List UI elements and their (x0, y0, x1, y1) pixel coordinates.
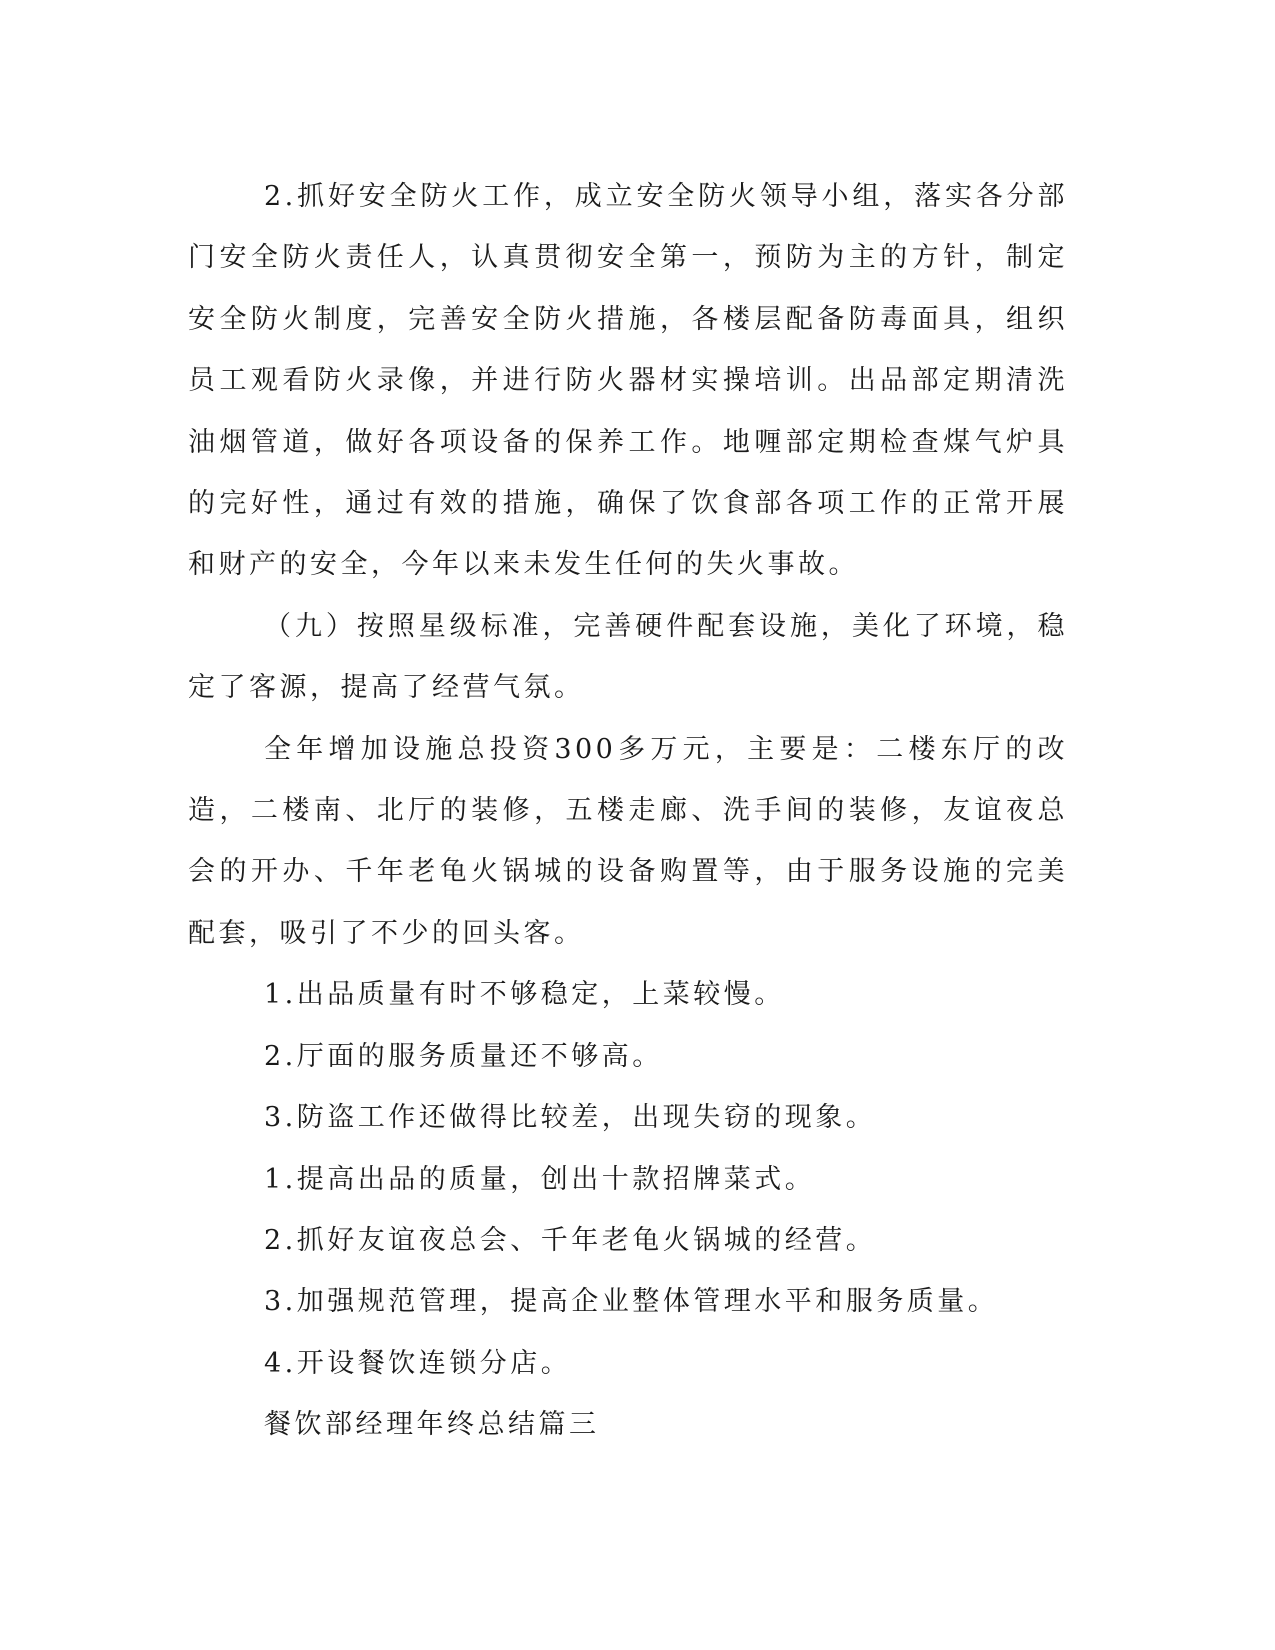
investment-paragraph: 全年增加设施总投资300多万元，主要是：二楼东厅的改造，二楼南、北厅的装修，五楼走廊、洗手间的装修，友谊夜总会的开办、千年老龟火锅城的设备购置等，由于服务设施的完美配套，吸引了不少的回头客。 (188, 733, 1068, 949)
problem-item: 1.出品质量有时不够稳定，上菜较慢。 (264, 979, 785, 1011)
plan-item: 1.提高出品的质量，创出十款招牌菜式。 (264, 1163, 816, 1195)
plan-item: 3.加强规范管理，提高企业整体管理水平和服务质量。 (264, 1286, 999, 1318)
section-heading: 餐饮部经理年终总结篇三 (264, 1409, 600, 1441)
document-body (188, 166, 1068, 1456)
fire-safety-paragraph: 2.抓好安全防火工作，成立安全防火领导小组，落实各分部门安全防火责任人，认真贯彻安全第一，预防为主的方针，制定安全防火制度，完善安全防火措施，各楼层配备防毒面具，组织员工观看防火录像，并进行防火器材实操培训。出品部定期清洗油烟管道，做好各项设备的保养工作。地喱部定期检查煤气炉具的完好性，通过有效的措施，确保了饮食部各项工作的正常开展和财产的安全，今年以来未发生任何的失火事故。 (188, 181, 1068, 581)
problem-item: 3.防盗工作还做得比较差，出现失窃的现象。 (264, 1102, 877, 1134)
problem-item: 2.厅面的服务质量还不够高。 (264, 1040, 663, 1072)
plan-item: 2.抓好友谊夜总会、千年老龟火锅城的经营。 (264, 1224, 877, 1256)
star-standard-paragraph: （九）按照星级标准，完善硬件配套设施，美化了环境，稳定了客源，提高了经营气氛。 (188, 610, 1068, 704)
plan-item: 4.开设餐饮连锁分店。 (264, 1347, 572, 1379)
